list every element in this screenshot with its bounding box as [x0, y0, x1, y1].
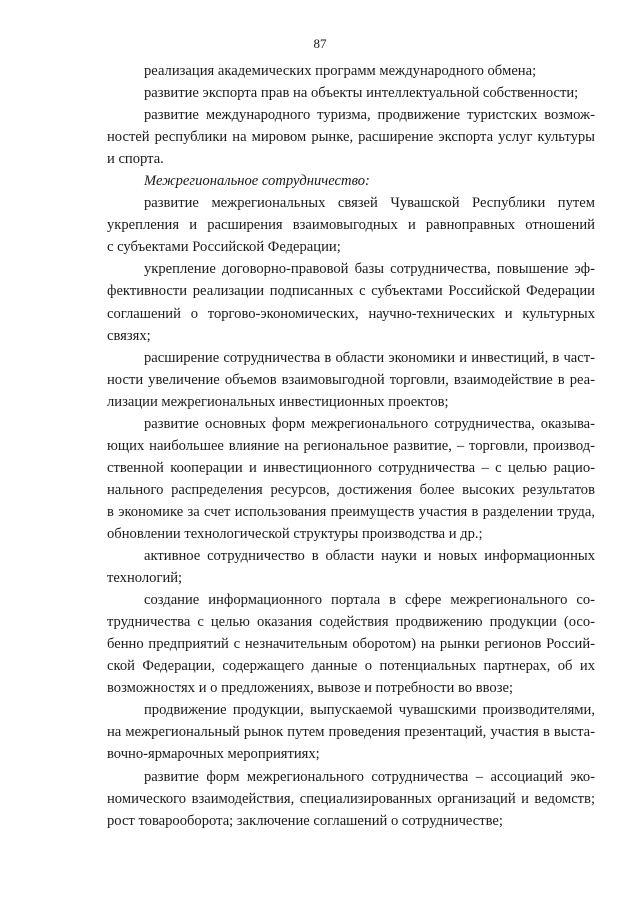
text-line: трудничества с целью оказания содействия продвижению продукции (осо-: [107, 614, 595, 631]
list-item: [107, 589, 595, 699]
list-item: [107, 82, 595, 104]
text-line: развитие межрегиональных связей Чувашской Республики путем: [144, 195, 595, 212]
text-line: в экономике за счет использования преимуществ участия в разделении труда,: [107, 503, 595, 520]
list-item: [107, 347, 595, 413]
text-line: с субъектами Российской Федерации;: [107, 239, 341, 256]
list-item: [107, 104, 595, 170]
list-item: [107, 192, 595, 258]
text-line: активное сотрудничество в области науки и новых информационных: [144, 548, 595, 565]
list-item: [107, 413, 595, 545]
text-line: ющих наибольшее влияние на региональное развитие, – торговли, производ-: [107, 437, 595, 454]
text-line: фективности реализации подписанных с субъектами Российской Федерации: [107, 283, 595, 300]
document-body: [107, 60, 595, 832]
text-line: соглашений о торгово-экономических, научно-технических и культурных: [107, 305, 595, 322]
text-line: на межрегиональный рынок путем проведения презентаций, участия в выста-: [107, 724, 595, 741]
section-heading: [107, 170, 595, 192]
text-line: расширение сотрудничества в области экономики и инвестиций, в част-: [144, 349, 595, 366]
text-line: развитие экспорта прав на объекты интеллектуальной собственности;: [144, 85, 579, 102]
text-line: номического взаимодействия, специализированных организаций и ведомств;: [107, 790, 595, 807]
text-line: нального распределения ресурсов, достижения более высоких результатов: [107, 481, 595, 498]
list-item: [107, 60, 595, 82]
section-heading-text: Межрегиональное сотрудничество:: [144, 173, 370, 190]
text-line: ской Федерации, содержащего данные о потенциальных партнерах, об их: [107, 658, 595, 675]
text-line: возможностях и о предложениях, вывозе и потребности во ввозе;: [107, 680, 514, 697]
text-line: обновлении технологической структуры производства и др.;: [107, 525, 483, 542]
text-line: продвижение продукции, выпускаемой чувашскими производителями,: [144, 702, 595, 719]
page-number: 87: [313, 36, 327, 51]
text-line: ственной кооперации и инвестиционного сотрудничества – с целью рацио-: [107, 459, 595, 476]
list-item: [107, 545, 595, 589]
list-item: [107, 258, 595, 346]
text-line: развитие основных форм межрегионального сотрудничества, оказыва-: [144, 415, 595, 432]
text-line: вочно-ярмарочных мероприятиях;: [107, 746, 320, 763]
text-line: создание информационного портала в сфере межрегионального со-: [144, 592, 595, 609]
text-line: лизации межрегиональных инвестиционных проектов;: [107, 393, 449, 410]
text-line: укрепления и расширения взаимовыгодных и равноправных отношений: [107, 217, 595, 234]
text-line: технологий;: [107, 570, 183, 587]
list-item: [107, 766, 595, 832]
text-line: рост товарооборота; заключение соглашений о сотрудничестве;: [107, 812, 503, 829]
list-item: [107, 699, 595, 765]
text-line: ностей республики на мировом рынке, расширение экспорта услуг культуры: [107, 129, 595, 146]
text-line: развитие международного туризма, продвижение туристских возмож-: [144, 107, 595, 124]
text-line: и спорта.: [107, 151, 164, 168]
text-line: связях;: [107, 327, 151, 344]
text-line: развитие форм межрегионального сотрудничества – ассоциаций эко-: [144, 768, 595, 785]
text-line: реализация академических программ международного обмена;: [144, 63, 537, 79]
text-line: бенно предприятий с незначительным оборотом) на рынки регионов Россий-: [107, 636, 595, 653]
text-line: укрепление договорно-правовой базы сотрудничества, повышение эф-: [144, 261, 595, 278]
text-line: ности увеличение объемов взаимовыгодной торговли, взаимодействие в реа-: [107, 371, 595, 388]
